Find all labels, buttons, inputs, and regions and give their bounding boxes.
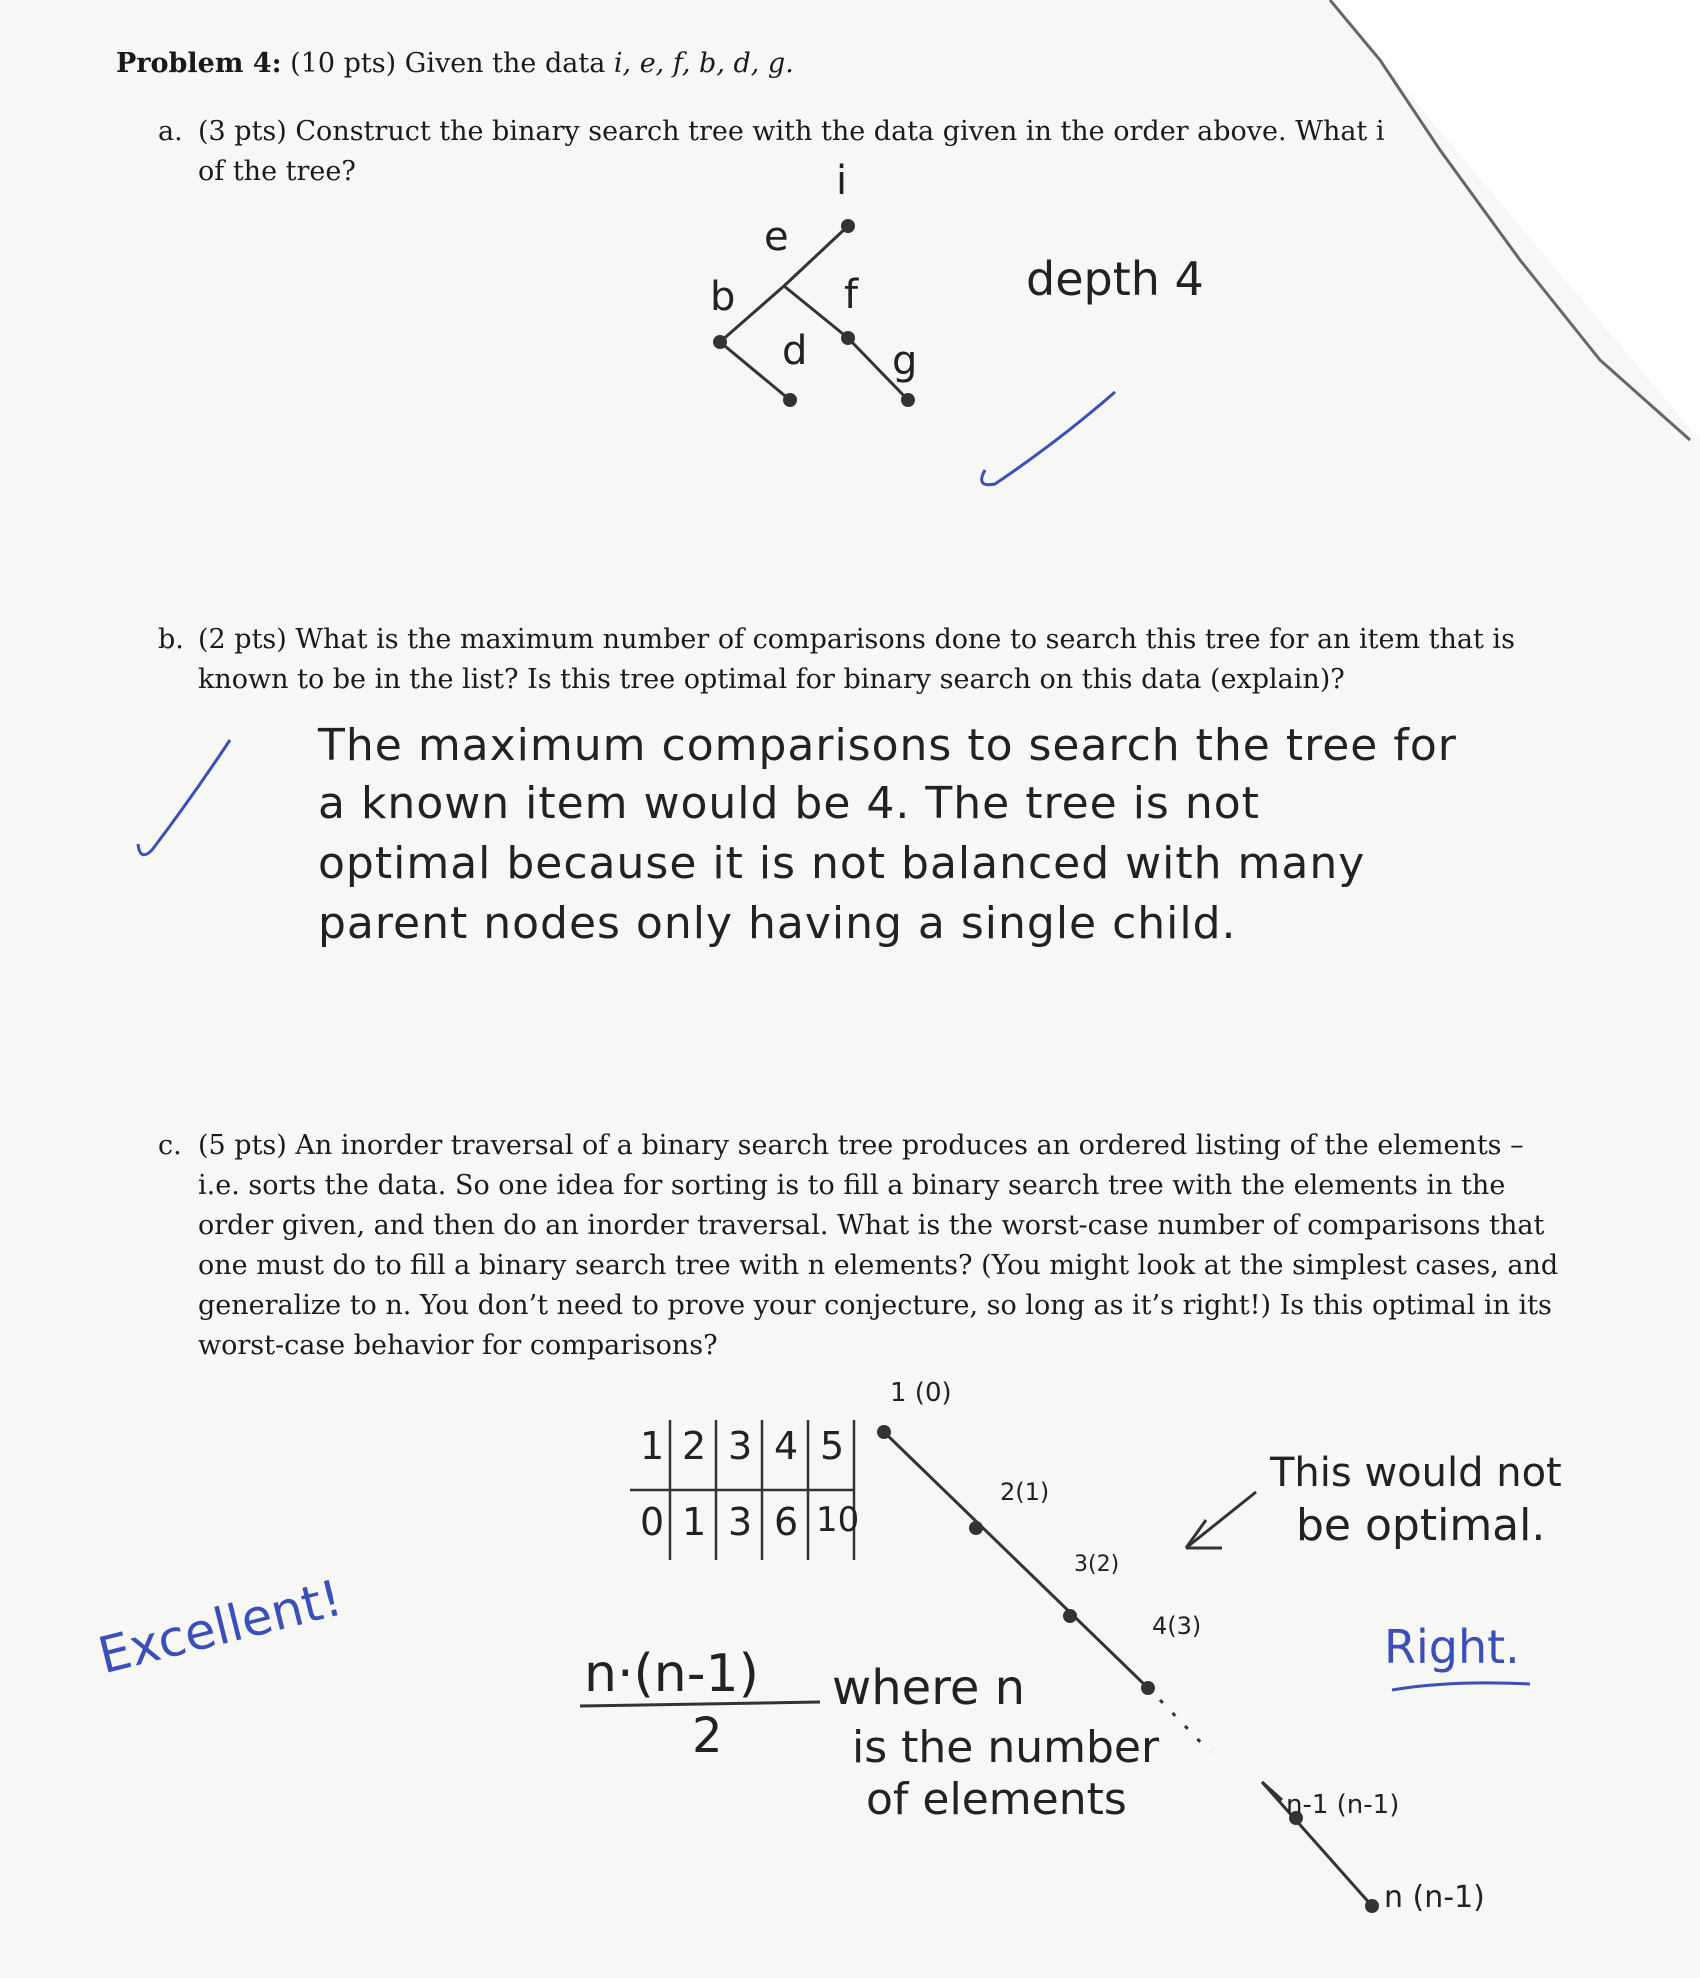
part-b-answer-line2: a known item would be 4. The tree is not bbox=[318, 778, 1260, 829]
formula-denominator: 2 bbox=[692, 1708, 723, 1764]
chain-label-n: n (n-1) bbox=[1384, 1880, 1485, 1915]
part-c-text-line2: i.e. sorts the data. So one idea for sorting is to fill a binary search tree with the elements in the bbox=[198, 1170, 1506, 1201]
table-bottom-1: 0 bbox=[640, 1500, 665, 1544]
part-b-answer-line4: parent nodes only having a single child. bbox=[318, 898, 1237, 949]
table-bottom-3: 3 bbox=[728, 1500, 753, 1544]
table-bottom-4: 6 bbox=[774, 1500, 799, 1544]
problem-points: (10 pts) Given the data bbox=[290, 48, 606, 79]
table-bottom-2: 1 bbox=[682, 1500, 707, 1544]
part-b-text-line1: (2 pts) What is the maximum number of comparisons done to search this tree for an item that is bbox=[198, 624, 1515, 655]
problem-label: Problem 4: bbox=[116, 48, 282, 79]
node-label-f: f bbox=[844, 272, 859, 318]
table-bottom-5: 10 bbox=[816, 1500, 860, 1540]
problem-data: i, e, f, b, d, g. bbox=[613, 48, 794, 79]
table-top-2: 2 bbox=[682, 1424, 707, 1468]
node-label-b: b bbox=[710, 274, 736, 320]
part-a-text-line2: of the tree? bbox=[198, 156, 356, 187]
node-label-d: d bbox=[782, 328, 808, 374]
table-top-5: 5 bbox=[820, 1424, 845, 1468]
part-c-text-line4: one must do to fill a binary search tree with n elements? (You might look at the simplest cases, and bbox=[198, 1250, 1559, 1281]
part-c-text-line5: generalize to n. You don’t need to prove your conjecture, so long as it’s right!) Is this optimal in its bbox=[198, 1290, 1552, 1321]
chain-label-1: 1 (0) bbox=[890, 1378, 952, 1408]
part-b-answer-line3: optimal because it is not balanced with many bbox=[318, 838, 1366, 889]
part-a-text-line1: (3 pts) Construct the binary search tree with the data given in the order above. What i bbox=[198, 116, 1385, 147]
depth-answer: depth 4 bbox=[1026, 252, 1204, 306]
node-label-g: g bbox=[892, 338, 918, 384]
where-line1: where n bbox=[832, 1660, 1026, 1716]
where-line3: of elements bbox=[866, 1774, 1127, 1825]
part-c-text-line1: (5 pts) An inorder traversal of a binary search tree produces an ordered listing of the elements – bbox=[198, 1130, 1524, 1161]
chain-label-4: 4(3) bbox=[1152, 1612, 1202, 1640]
part-b-answer-line1: The maximum comparisons to search the tree for bbox=[318, 720, 1457, 771]
chain-label-3: 3(2) bbox=[1074, 1552, 1120, 1577]
part-b-letter: b. bbox=[158, 624, 184, 655]
part-b-text-line2: known to be in the list? Is this tree optimal for binary search on this data (explain)? bbox=[198, 664, 1345, 695]
part-c-text-line3: order given, and then do an inorder traversal. What is the worst-case number of comparisons that bbox=[198, 1210, 1545, 1241]
part-c-letter: c. bbox=[158, 1130, 182, 1161]
node-label-i: i bbox=[836, 158, 848, 204]
table-top-1: 1 bbox=[640, 1424, 665, 1468]
note-line2: be optimal. bbox=[1296, 1500, 1546, 1551]
table-top-4: 4 bbox=[774, 1424, 799, 1468]
formula-numerator: n·(n-1) bbox=[584, 1644, 759, 1704]
table-top-3: 3 bbox=[728, 1424, 753, 1468]
part-c-text-line6: worst-case behavior for comparisons? bbox=[198, 1330, 718, 1361]
note-line1: This would not bbox=[1270, 1450, 1562, 1496]
chain-label-2: 2(1) bbox=[1000, 1478, 1050, 1506]
part-a-letter: a. bbox=[158, 116, 183, 147]
node-label-e: e bbox=[764, 214, 789, 260]
grader-right: Right. bbox=[1384, 1620, 1520, 1674]
chain-label-n-minus-1: n-1 (n-1) bbox=[1286, 1790, 1400, 1820]
grader-excellent: Excellent! bbox=[92, 1568, 348, 1686]
where-line2: is the number bbox=[852, 1722, 1160, 1773]
